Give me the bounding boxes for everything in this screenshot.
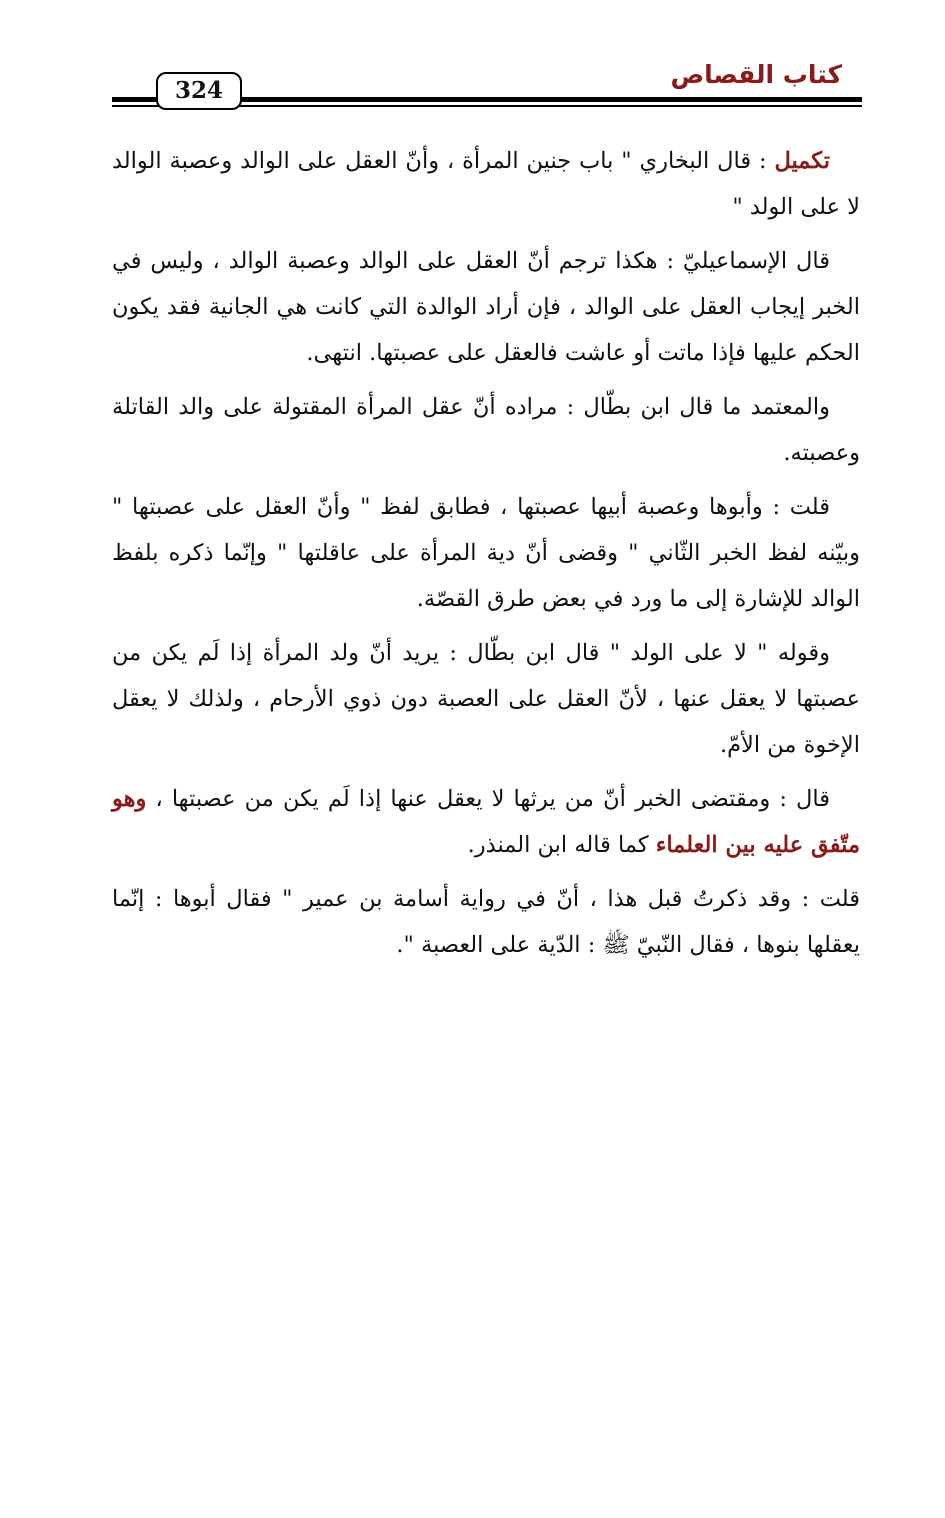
paragraph-ibn-battal: والمعتمد ما قال ابن بطّال : مراده أنّ عقل المرأة المقتولة على والد القاتلة وعصبته.	[112, 394, 860, 466]
takmil-label: تكميل	[774, 148, 830, 174]
book-title: كتاب القصاص	[670, 60, 842, 89]
page-body	[112, 138, 860, 976]
paragraph-text: كما قاله ابن المنذر.	[467, 832, 656, 858]
paragraph-text: قال : ومقتضى الخبر أنّ من يرثها لا يعقل عنها إذا لَم يكن من عصبتها ،	[146, 786, 830, 812]
paragraph-takmil	[112, 138, 860, 230]
page-number: 324	[156, 72, 242, 110]
paragraph-ismaili: قال الإسماعيليّ : هكذا ترجم أنّ العقل على الوالد وعصبة الوالد ، وليس في الخبر إيجاب العقل على الوالد ، فإن أراد الوالدة التي كانت هي الجانية فقد يكون الحكم عليها فإذا ماتت أو عاشت فالعقل على عصبتها. انتهى.	[112, 248, 860, 366]
paragraph-qawluhu: وقوله " لا على الولد " قال ابن بطّال : يريد أنّ ولد المرأة إذا لَم يكن من عصبتها لا يعقل عنها ، لأنّ العقل على العصبة دون ذوي الأرحام ، ولذلك لا يعقل الإخوة من الأمّ.	[112, 640, 860, 758]
paragraph-text: : قال البخاري " باب جنين المرأة ، وأنّ العقل على الوالد وعصبة الوالد لا على الولد "	[112, 148, 860, 220]
paragraph-muqtada	[112, 776, 860, 868]
consensus-highlight: وهو متّفق عليه بين العلماء	[112, 786, 860, 858]
paragraph-qultu-1: قلت : وأبوها وعصبة أبيها عصبتها ، فطابق لفظ " وأنّ العقل على عصبتها " وبيّنه لفظ الخبر الثّاني " وقضى أنّ دية المرأة على عاقلتها " وإنّما ذكره بلفظ الوالد للإشارة إلى ما ورد في بعض طرق القصّة.	[112, 494, 860, 612]
page-header	[112, 58, 862, 118]
paragraph-qultu-2: قلت : وقد ذكرتُ قبل هذا ، أنّ في رواية أسامة بن عمير " فقال أبوها : إنّما يعقلها بنوها ، فقال النّبيّ ﷺ : الدّية على العصبة ".	[112, 886, 860, 958]
